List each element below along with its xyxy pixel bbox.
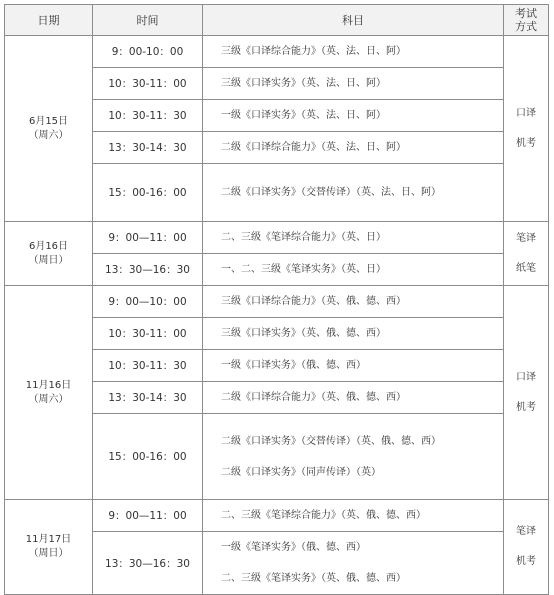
time-cell: 13：30—16：30 (93, 532, 203, 595)
subject-line: 一级《笔译实务》（俄、德、西） (221, 542, 366, 553)
subject-line: 二级《口译实务》（交替传译）（英、法、日、阿） (221, 187, 441, 198)
exam-mode-label: 口译 (516, 371, 536, 383)
header-subject: 科目 (203, 5, 504, 36)
subject-line: 二级《口译实务》（交替传译）（英、俄、德、西） (221, 435, 441, 447)
subject-cell (203, 100, 504, 132)
subject-line: 二级《口译综合能力》（英、俄、德、西） (221, 392, 406, 403)
time-cell: 13：30-14：30 (93, 132, 203, 164)
header-row (5, 5, 549, 36)
table-row (5, 222, 549, 254)
time-cell: 9：00—10：00 (93, 286, 203, 318)
subject-line: 二、三级《笔译综合能力》（英、日） (221, 232, 386, 243)
date-cell (5, 500, 93, 595)
weekday-label: （周六） (28, 393, 69, 405)
exam-mode-cell (504, 286, 549, 500)
subject-line: 二级《口译实务》（同声传译）（英） (221, 466, 381, 478)
subject-line: 三级《口译实务》（英、法、日、阿） (221, 78, 386, 89)
time-cell: 10：30-11：00 (93, 68, 203, 100)
subject-line: 一级《口译实务》（俄、德、西） (221, 360, 366, 371)
subject-cell (203, 68, 504, 100)
exam-schedule-table (4, 4, 549, 595)
weekday-label: （周日） (28, 548, 69, 559)
subject-line: 二、三级《笔译实务》（英、俄、德、西） (221, 573, 406, 584)
header-mode-line2: 方式 (515, 20, 537, 33)
subject-line: 二、三级《笔译综合能力》（英、俄、德、西） (221, 510, 426, 521)
subject-line: 三级《口译实务》（英、俄、德、西） (221, 328, 386, 339)
date-cell (5, 222, 93, 286)
subject-line: 三级《口译综合能力》（英、俄、德、西） (221, 296, 406, 307)
date-label: 11月17日 (25, 534, 72, 545)
subject-line: 一级《口译实务》（英、法、日、阿） (221, 110, 386, 121)
time-cell: 13：30—16：30 (93, 254, 203, 286)
subject-cell (203, 254, 504, 286)
header-mode (504, 5, 549, 36)
subject-line: 一、二、三级《笔译实务》（英、日） (221, 264, 386, 275)
subject-cell (203, 36, 504, 68)
exam-mode-label: 纸笔 (516, 262, 536, 274)
header-time: 时间 (93, 5, 203, 36)
subject-cell (203, 318, 504, 350)
date-cell (5, 286, 93, 500)
weekday-label: （周日） (28, 254, 69, 266)
exam-mode-label: 机考 (516, 137, 536, 149)
date-label: 6月16日 (28, 240, 69, 252)
subject-cell (203, 164, 504, 222)
exam-mode-cell (504, 222, 549, 286)
time-cell: 10：30-11：30 (93, 100, 203, 132)
subject-cell (203, 532, 504, 595)
subject-cell (203, 350, 504, 382)
weekday-label: （周六） (28, 129, 69, 141)
exam-mode-label: 口译 (516, 107, 536, 119)
table-row (5, 286, 549, 318)
subject-cell (203, 414, 504, 500)
time-cell: 10：30-11：30 (93, 350, 203, 382)
time-cell: 9：00—11：00 (93, 500, 203, 532)
time-cell: 15：00-16：00 (93, 414, 203, 500)
exam-mode-cell (504, 36, 549, 222)
subject-line: 二级《口译综合能力》（英、法、日、阿） (221, 142, 406, 153)
time-cell: 10：30-11：00 (93, 318, 203, 350)
time-cell: 9：00—11：00 (93, 222, 203, 254)
header-mode-line1: 考试 (515, 7, 537, 20)
subject-cell (203, 500, 504, 532)
date-label: 11月16日 (25, 379, 72, 391)
subject-cell (203, 222, 504, 254)
subject-cell (203, 286, 504, 318)
time-cell: 9：00-10：00 (93, 36, 203, 68)
subject-cell (203, 132, 504, 164)
exam-mode-cell (504, 500, 549, 595)
date-label: 6月15日 (28, 115, 69, 127)
exam-mode-label: 机考 (516, 401, 536, 413)
subject-line: 三级《口译综合能力》（英、法、日、阿） (221, 46, 406, 57)
exam-mode-label: 笔译 (516, 232, 536, 244)
table-row (5, 36, 549, 68)
header-date: 日期 (5, 5, 93, 36)
exam-mode-label: 机考 (516, 556, 536, 567)
time-cell: 15：00-16：00 (93, 164, 203, 222)
exam-mode-label: 笔译 (516, 526, 536, 537)
subject-cell (203, 382, 504, 414)
time-cell: 13：30-14：30 (93, 382, 203, 414)
date-cell (5, 36, 93, 222)
table-row (5, 500, 549, 532)
